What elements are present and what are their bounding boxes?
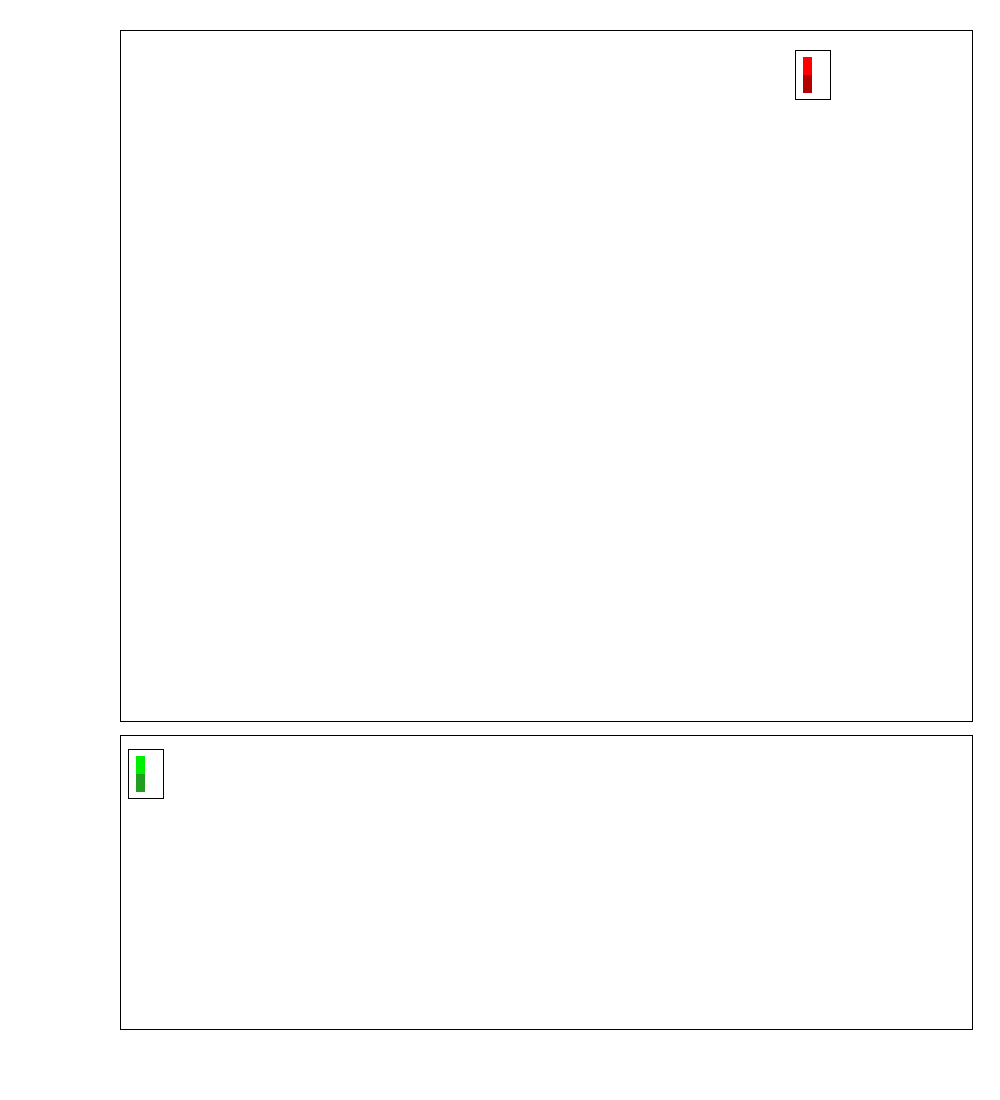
legend-item-utilized-ruptures [136,774,154,792]
legend-swatch-nucleation [803,75,812,93]
legend-swatch-available-ruptures [136,756,145,774]
legend-swatch-participation [803,57,812,75]
legend-item-nucleation [803,75,821,93]
rupture-count-plot [120,735,973,1030]
legend-swatch-utilized-ruptures [136,774,145,792]
legend-item-participation [803,57,821,75]
legend-top [795,50,831,100]
legend-item-available-ruptures [136,756,154,774]
incremental-rate-plot [120,30,973,722]
legend-bottom [128,749,164,799]
